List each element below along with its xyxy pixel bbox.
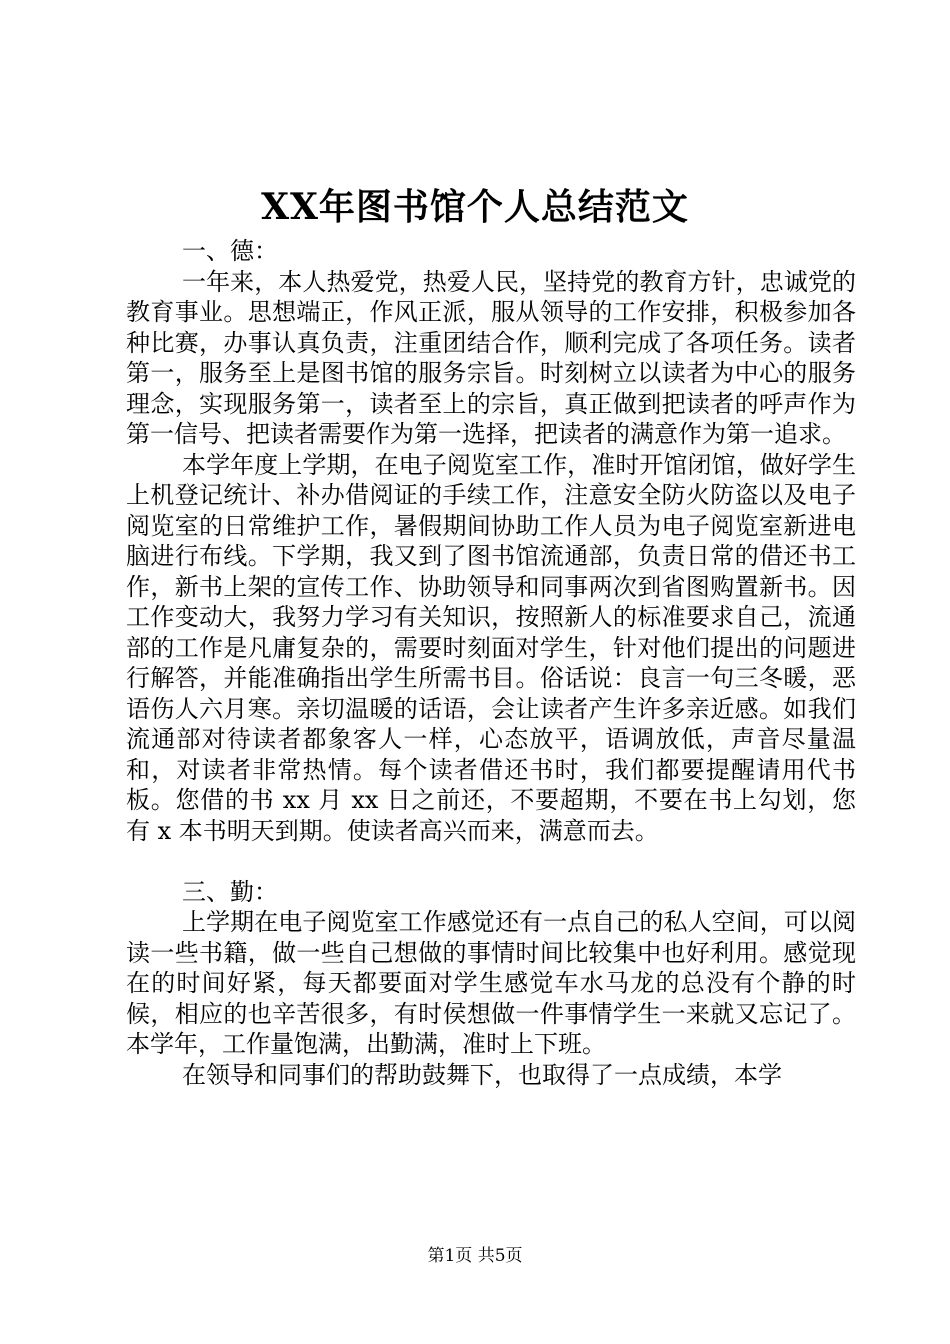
paragraph: 在领导和同事们的帮助鼓舞下，也取得了一点成绩，本学 — [182, 1060, 782, 1089]
paragraph: 一年来，本人热爱党，热爱人民，坚持党的教育方针，忠诚党的教育事业。思想端正，作风正派，服从领导的工作安排，积极参加各种比赛，办事认真负责，注重团结合作，顺利完成了各项任务。读者第一，服务至上是图书馆的服务宗旨。时刻树立以读者为中心的服务理念，实现服务第一，读者至上的宗旨，真正做到把读者的呼声作为第一信号、把读者需要作为第一选择，把读者的满意作为第一追求。 — [126, 267, 856, 448]
document-body — [126, 236, 856, 1090]
section-heading-qin: 三、勤： — [182, 877, 278, 906]
paragraph: 本学年度上学期，在电子阅览室工作，准时开馆闭馆，做好学生上机登记统计、补办借阅证的手续工作，注意安全防火防盗以及电子阅览室的日常维护工作，暑假期间协助工作人员为电子阅览室新进电脑进行布线。下学期，我又到了图书馆流通部，负责日常的借还书工作，新书上架的宣传工作、协助领导和同事两次到省图购置新书。因工作变动大，我努力学习有关知识，按照新人的标准要求自己，流通部的工作是凡庸复杂的，需要时刻面对学生，针对他们提出的问题进行解答，并能准确指出学生所需书目。俗话说：良言一句三冬暖，恶语伤人六月寒。亲切温暖的话语，会让读者产生许多亲近感。如我们流通部对待读者都象客人一样，心态放平，语调放低，声音尽量温和，对读者非常热情。每个读者借还书时，我们都要提醒请用代书板。您借的书 xx 月 xx 日之前还，不要超期，不要在书上勾划，您有 x 本书明天到期。使读者高兴而来，满意而去。 — [126, 450, 856, 845]
paragraph: 上学期在电子阅览室工作感觉还有一点自己的私人空间，可以阅读一些书籍，做一些自己想做的事情时间比较集中也好利用。感觉现在的时间好紧，每天都要面对学生感觉车水马龙的总没有个静的时候，相应的也辛苦很多，有时侯想做一件事情学生一来就又忘记了。本学年，工作量饱满，出勤满，准时上下班。 — [126, 908, 856, 1058]
page-footer: 第1页 共5页 — [427, 1246, 523, 1266]
paragraph-spacer — [126, 846, 856, 877]
section-heading-de: 一、德： — [182, 237, 278, 265]
document-title: XX年图书馆个人总结范文 — [261, 186, 689, 228]
